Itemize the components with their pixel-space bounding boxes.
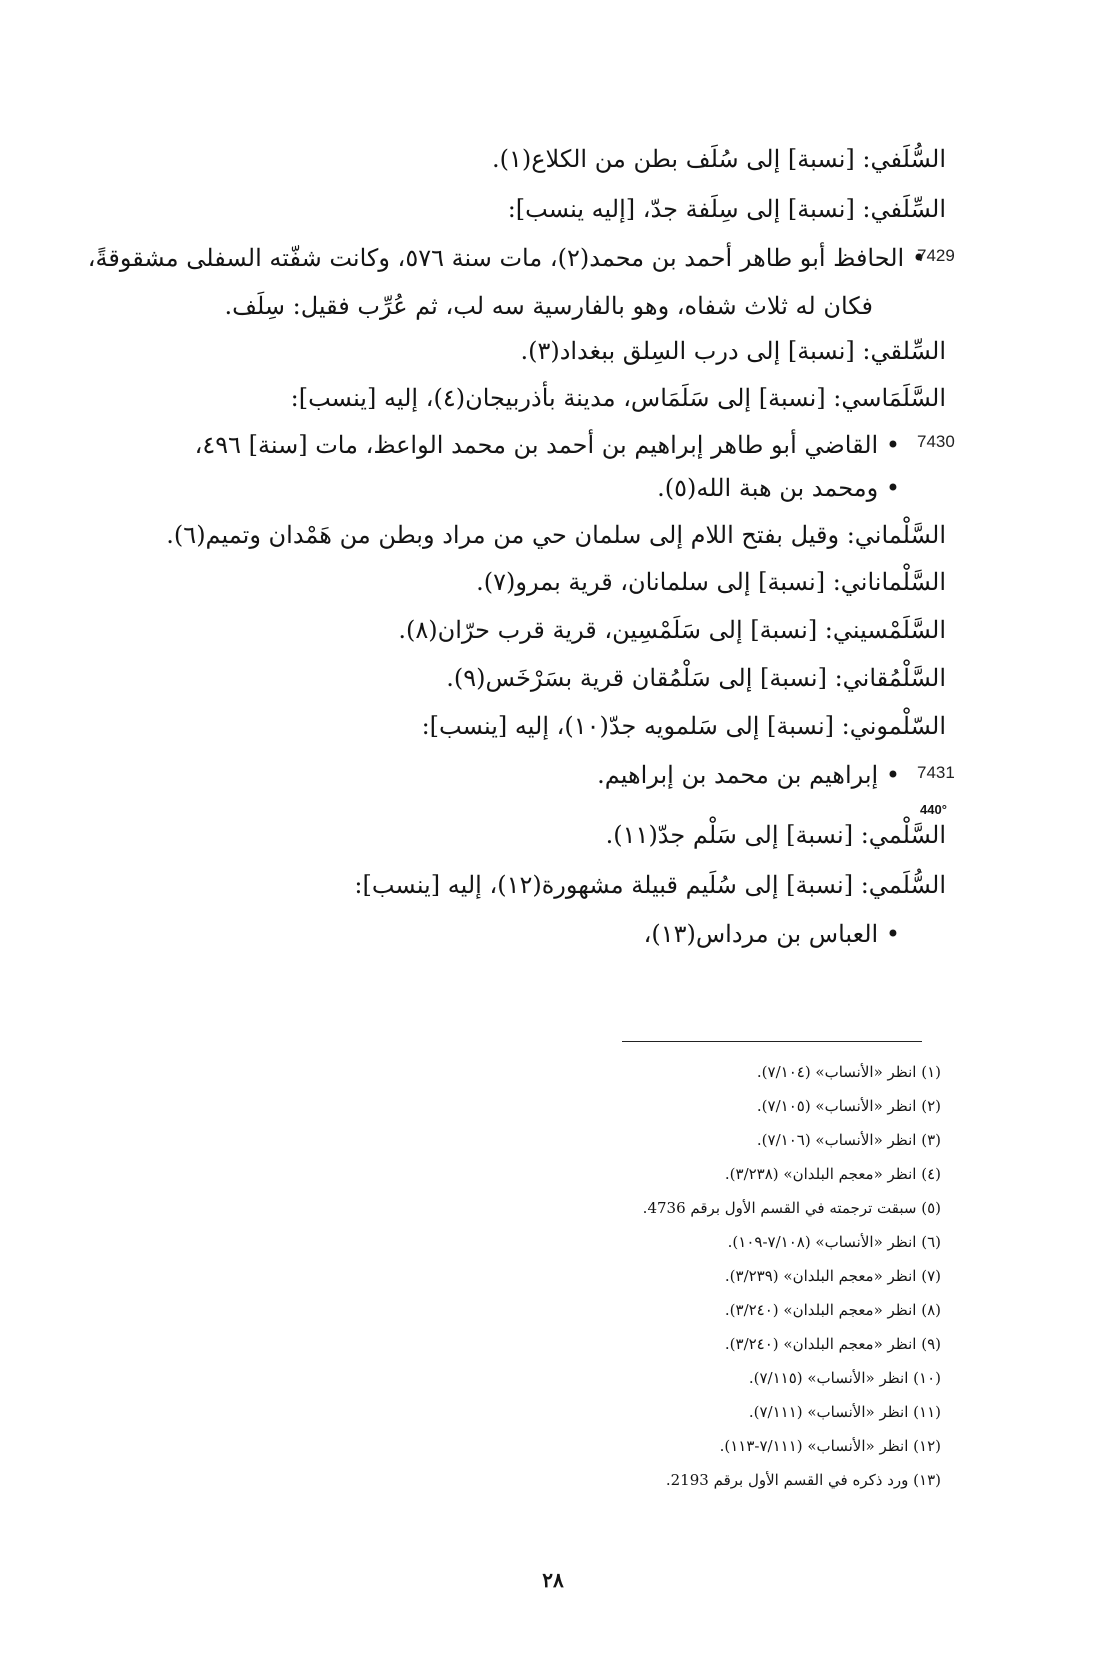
entry-bullet-line: • العباس بن مرداس(١٣)،	[643, 920, 900, 948]
footnote: (٨) انظر «معجم البلدان» (٣/٢٤٠).	[724, 1301, 941, 1319]
entry-number: 7430	[917, 432, 955, 451]
footnote: (١٣) ورد ذكره في القسم الأول برقم 2193.	[665, 1471, 941, 1489]
entry-line: السَّلَمْسيني: [نسبة] إلى سَلَمْسِين، قرية قرب حرّان(٨).	[398, 616, 946, 644]
entry-line: السَّلْمُقاني: [نسبة] إلى سَلْمُقان قرية بسَرْخَس(٩).	[446, 664, 946, 692]
footnote: (١٢) انظر «الأنساب» (٧/١١١-١١٣).	[719, 1437, 941, 1455]
entry-line: السَّلْماني: وقيل بفتح اللام إلى سلمان حي من مراد وبطن من هَمْدان وتميم(٦).	[166, 521, 946, 549]
footnote: (٦) انظر «الأنساب» (٧/١٠٨-١٠٩).	[727, 1233, 941, 1251]
footnote-divider	[622, 1041, 922, 1042]
entry-line: السّلْموني: [نسبة] إلى سَلمويه جدّ(١٠)، إليه [ينسب]:	[421, 712, 946, 740]
footnote: (٥) سبقت ترجمته في القسم الأول برقم 4736.	[642, 1199, 941, 1217]
entry-line: السِّلَفي: [نسبة] إلى سِلَفة جدّ، [إليه ينسب]:	[507, 195, 946, 223]
entry-line: السَّلْمي: [نسبة] إلى سَلْم جدّ(١١).	[605, 821, 946, 849]
entry-bullet-line: • القاضي أبو طاهر إبراهيم بن أحمد بن محمد الواعظ، مات [سنة] ٤٩٦،	[194, 431, 900, 459]
footnote: (٣) انظر «الأنساب» (٧/١٠٦).	[756, 1131, 941, 1149]
entry-line: السِّلقي: [نسبة] إلى درب السِلق ببغداد(٣).	[520, 337, 946, 365]
footnote: (٢) انظر «الأنساب» (٧/١٠٥).	[756, 1097, 941, 1115]
entry-continuation-line: فكان له ثلاث شفاه، وهو بالفارسية سه لب، ثم عُرِّب فقيل: سِلَف.	[224, 292, 873, 320]
footnote: (١١) انظر «الأنساب» (٧/١١١).	[748, 1403, 941, 1421]
footnote: (٤) انظر «معجم البلدان» (٣/٢٣٨).	[724, 1165, 941, 1183]
footnote: (٧) انظر «معجم البلدان» (٣/٢٣٩).	[724, 1267, 941, 1285]
entry-line: السُّلَمي: [نسبة] إلى سُلَيم قبيلة مشهورة(١٢)، إليه [ينسب]:	[354, 871, 946, 899]
entry-bullet-line: • الحافظ أبو طاهر أحمد بن محمد(٢)، مات سنة ٥٧٦، وكانت شفّته السفلى مشقوقةً،	[87, 244, 926, 272]
entry-line: السَّلَمَاسي: [نسبة] إلى سَلَمَاس، مدينة بأذربيجان(٤)، إليه [ينسب]:	[290, 384, 946, 412]
footnote: (٩) انظر «معجم البلدان» (٣/٢٤٠).	[724, 1335, 941, 1353]
entry-bullet-line: • ومحمد بن هبة الله(٥).	[657, 474, 900, 502]
footnote: (١) انظر «الأنساب» (٧/١٠٤).	[756, 1063, 941, 1081]
footnote: (١٠) انظر «الأنساب» (٧/١١٥).	[748, 1369, 941, 1387]
entry-line: السَّلْماناني: [نسبة] إلى سلمانان، قرية بمرو(٧).	[476, 568, 946, 596]
page-marker: 440°	[920, 802, 947, 817]
entry-bullet-line: • إبراهيم بن محمد بن إبراهيم.	[597, 761, 900, 789]
page-number: ٢٨	[542, 1568, 564, 1592]
entry-number: 7429	[917, 246, 955, 265]
entry-line: السُّلَفي: [نسبة] إلى سُلَف بطن من الكلاع(١).	[491, 145, 946, 173]
entry-number: 7431	[917, 763, 955, 782]
